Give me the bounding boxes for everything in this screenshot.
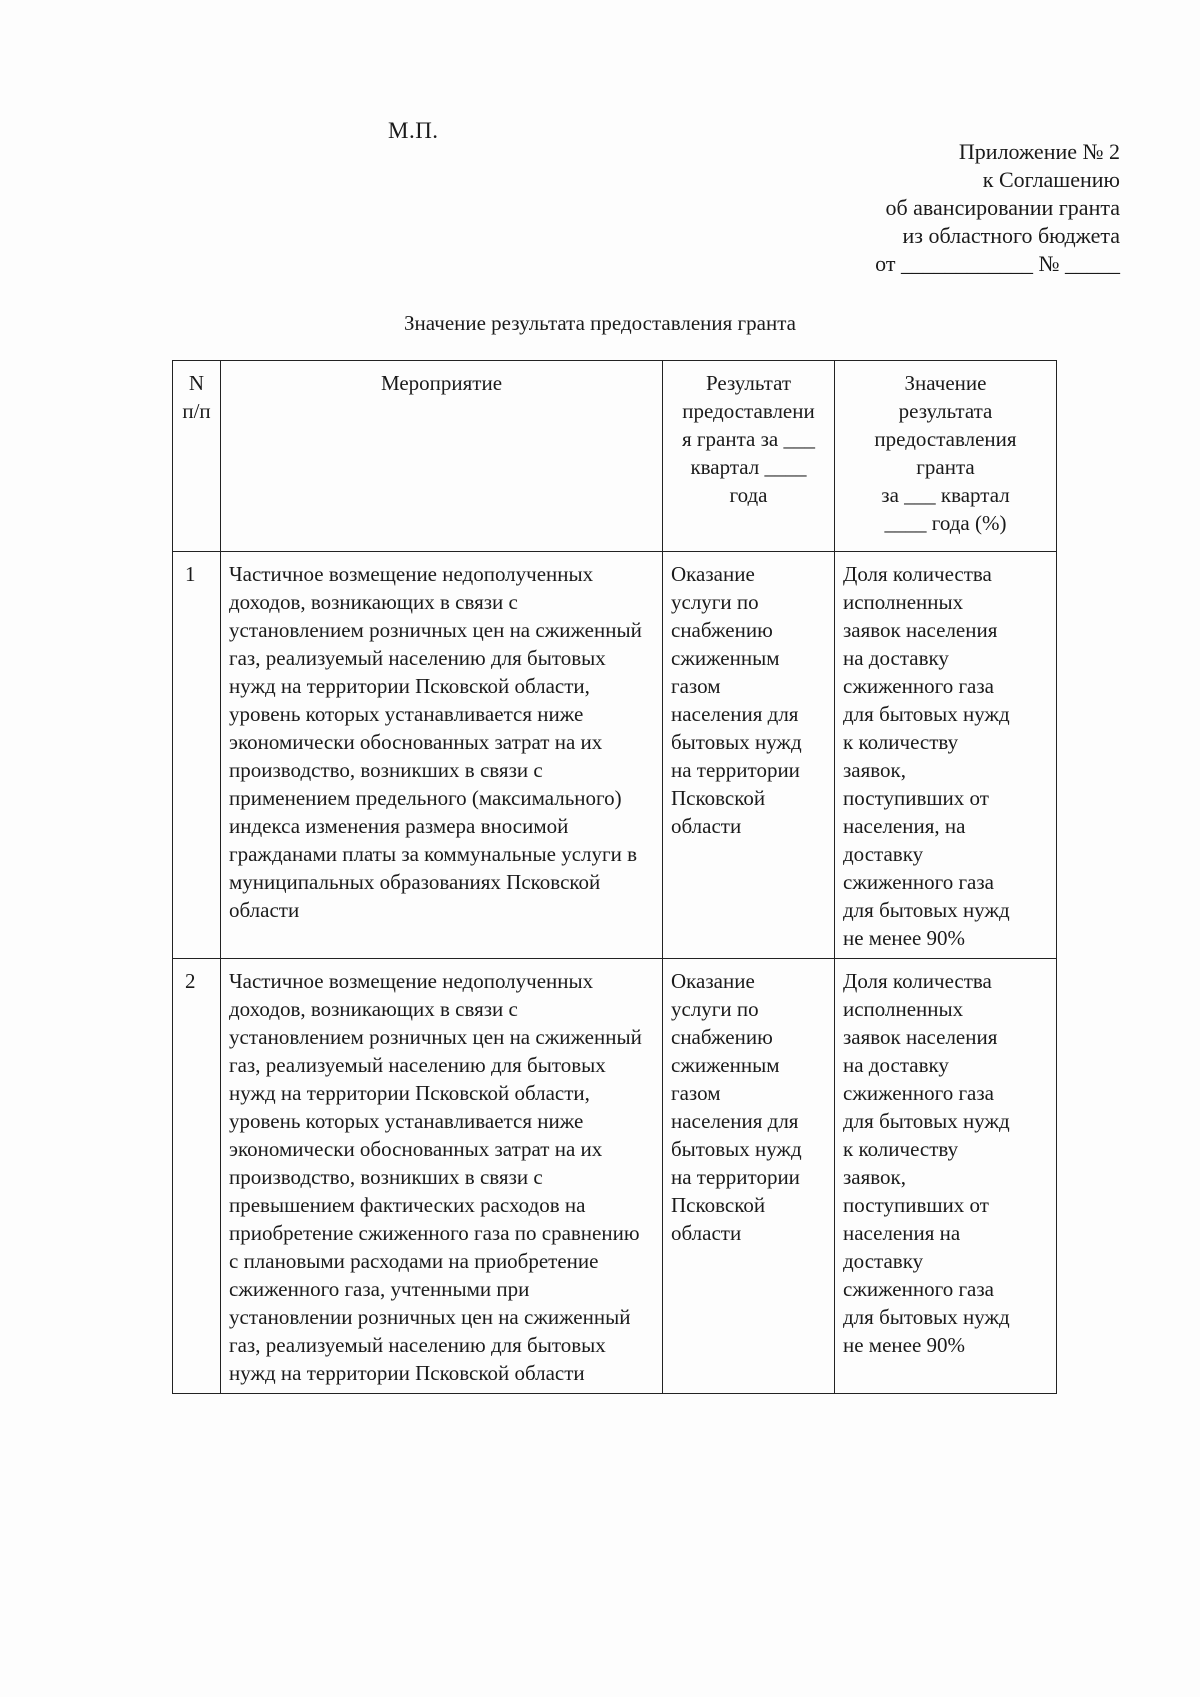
stamp-mark: М.П. xyxy=(388,118,439,143)
row-value: Доля количества исполненных заявок населения на доставку сжиженного газа для бытовых нужд к количеству заявок, поступивших от населения, на доставку сжиженного газа для бытовых нужд не менее 90% xyxy=(835,552,1057,959)
header-result: Результат предоставлени я гранта за ___ квартал ____ года xyxy=(663,361,835,552)
row-result: Оказание услуги по снабжению сжиженным газом населения для бытовых нужд на территории Псковской области xyxy=(663,552,835,959)
table-row xyxy=(173,959,1057,1394)
appendix-date-number: от ____________ № _____ xyxy=(875,251,1120,276)
row-value: Доля количества исполненных заявок населения на доставку сжиженного газа для бытовых нужд к количеству заявок, поступивших от населения на доставку сжиженного газа для бытовых нужд не менее 90% xyxy=(835,959,1057,1394)
table-header-row xyxy=(173,361,1057,552)
header-num: N п/п xyxy=(173,361,221,552)
header-value: Значение результата предоставления гранта за ___ квартал ____ года (%) xyxy=(835,361,1057,552)
appendix-block xyxy=(875,138,1120,278)
row-num: 1 xyxy=(173,552,221,959)
appendix-budget: из областного бюджета xyxy=(902,223,1120,248)
row-event: Частичное возмещение недополученных доходов, возникающих в связи с установлением розничных цен на сжиженный газ, реализуемый населению для бытовых нужд на территории Псковской области, уровень которых устанавливается ниже экономически обоснованных затрат на их производство, возникших в связи с превышением фактических расходов на приобретение сжиженного газа по сравнению с плановыми расходами на приобретение сжиженного газа, учтенными при установлении розничных цен на сжиженный газ, реализуемый населению для бытовых нужд на территории Псковской области xyxy=(221,959,663,1394)
document-title: Значение результата предоставления гранта xyxy=(404,311,796,335)
results-table xyxy=(172,360,1057,1394)
header-event: Мероприятие xyxy=(221,361,663,552)
row-result: Оказание услуги по снабжению сжиженным газом населения для бытовых нужд на территории Псковской области xyxy=(663,959,835,1394)
appendix-number: Приложение № 2 xyxy=(958,139,1120,164)
appendix-subject: об авансировании гранта xyxy=(885,195,1120,220)
appendix-agreement: к Соглашению xyxy=(982,167,1120,192)
row-num: 2 xyxy=(173,959,221,1394)
row-event: Частичное возмещение недополученных доходов, возникающих в связи с установлением розничных цен на сжиженный газ, реализуемый населению для бытовых нужд на территории Псковской области, уровень которых устанавливается ниже экономически обоснованных затрат на их производство, возникших в связи с применением предельного (максимального) индекса изменения размера вносимой гражданами платы за коммунальные услуги в муниципальных образованиях Псковской области xyxy=(221,552,663,959)
table-row xyxy=(173,552,1057,959)
